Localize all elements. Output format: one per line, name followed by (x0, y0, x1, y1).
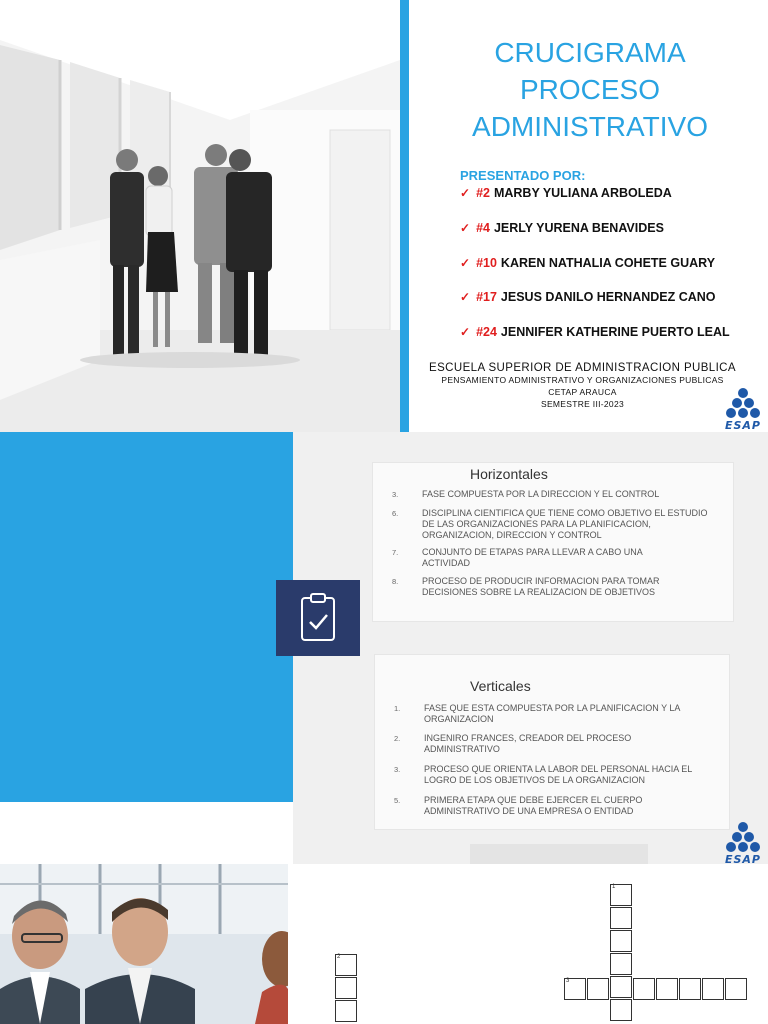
office-meeting-photo (0, 0, 400, 432)
clues-slide (0, 432, 768, 864)
member-name: JERLY YURENA BENAVIDES (493, 221, 664, 235)
school-info (420, 362, 745, 410)
clue-text: CONJUNTO DE ETAPAS PARA LLEVAR A CABO UNA ACTIVIDAD (422, 547, 643, 568)
member-item (460, 221, 664, 235)
clue-text: PROCESO DE PRODUCIR INFORMACION PARA TOMAR DECISIONES SOBRE LA REALIZACION DE OBJETIVOS (422, 576, 660, 597)
member-name: JENNIFER KATHERINE PUERTO LEAL (500, 325, 730, 339)
clipboard-check-icon (276, 580, 360, 656)
esap-logo (720, 388, 766, 432)
crossword-cell[interactable] (656, 978, 678, 1000)
program-name: PENSAMIENTO ADMINISTRATIVO Y ORGANIZACIONES PUBLICAS (441, 375, 724, 385)
clue-number: 8. (392, 577, 399, 586)
check-icon: ✓ (460, 325, 471, 339)
title-line: CRUCIGRAMA (494, 37, 686, 68)
clue-text: FASE QUE ESTA COMPUESTA POR LA PLANIFICACION Y LA ORGANIZACION (424, 703, 680, 724)
business-team-photo (0, 864, 288, 1024)
clue-text: PROCESO QUE ORIENTA LA LABOR DEL PERSONAL HACIA EL LOGRO DE LOS OBJETIVOS DE LA ORGANIZACION (424, 764, 692, 785)
cell-number: 2 (337, 954, 341, 960)
horizontal-clues-card (372, 462, 734, 622)
crossword-cell[interactable] (702, 978, 724, 1000)
member-item (460, 290, 716, 304)
clue-number: 2. (394, 734, 401, 743)
member-number: #24 (476, 325, 497, 339)
semester: SEMESTRE III-2023 (540, 399, 625, 409)
footer-strip (470, 844, 648, 864)
clue-text: FASE COMPUESTA POR LA DIRECCION Y EL CONTROL (422, 489, 660, 499)
member-number: #17 (476, 290, 497, 304)
member-number: #10 (476, 256, 497, 270)
icon-box (276, 580, 360, 656)
clue-number: 6. (392, 509, 399, 518)
cell-number: 1 (612, 884, 616, 890)
title-line: ADMINISTRATIVO (472, 111, 708, 142)
crossword-cell[interactable] (610, 884, 632, 906)
member-item (460, 256, 715, 270)
clue-number: 7. (392, 548, 399, 557)
crossword-cell[interactable] (564, 978, 586, 1000)
clue-number: 3. (394, 765, 401, 774)
logo-text: ESAP (724, 419, 761, 432)
location: CETAP ARAUCA (548, 387, 617, 397)
page-title (430, 34, 750, 145)
blue-panel (0, 432, 293, 802)
esap-logo (720, 822, 766, 864)
crossword-cell[interactable] (679, 978, 701, 1000)
member-item (460, 186, 672, 200)
clue-text: DISCIPLINA CIENTIFICA QUE TIENE COMO OBJETIVO EL ESTUDIO DE LAS ORGANIZACIONES PARA LA PLANIFICACION, ORGANIZACION, DIRECCION Y CONTROL (422, 508, 708, 540)
clue-text: INGENIRO FRANCES, CREADOR DEL PROCESO ADMINISTRATIVO (424, 733, 632, 754)
crossword-cell[interactable] (335, 1000, 357, 1022)
check-icon: ✓ (460, 186, 471, 200)
crossword-cell[interactable] (725, 978, 747, 1000)
check-icon: ✓ (460, 221, 471, 235)
crossword-cell[interactable] (610, 976, 632, 998)
cell-number: 3 (566, 978, 570, 984)
clue-number: 3. (392, 490, 399, 499)
crossword-cell[interactable] (610, 907, 632, 929)
crossword-slide (0, 864, 768, 1024)
check-icon: ✓ (460, 290, 471, 304)
crossword-cell[interactable] (633, 978, 655, 1000)
crossword-cell[interactable] (587, 978, 609, 1000)
horizontal-header: Horizontales (470, 466, 548, 482)
member-name: JESUS DANILO HERNANDEZ CANO (500, 290, 716, 304)
crossword-cell[interactable] (610, 930, 632, 952)
clue-number: 5. (394, 796, 401, 805)
check-icon: ✓ (460, 256, 471, 270)
member-name: KAREN NATHALIA COHETE GUARY (500, 256, 716, 270)
crossword-cell[interactable] (335, 954, 357, 976)
crossword-cell[interactable] (610, 999, 632, 1021)
crossword-cell[interactable] (335, 977, 357, 999)
member-name: MARBY YULIANA ARBOLEDA (493, 186, 672, 200)
cover-slide (0, 0, 768, 432)
crossword-cell[interactable] (610, 953, 632, 975)
logo-text: ESAP (724, 853, 761, 864)
member-item (460, 325, 730, 339)
accent-bar (400, 0, 409, 432)
clue-text: PRIMERA ETAPA QUE DEBE EJERCER EL CUERPO ADMINISTRATIVO DE UNA EMPRESA O ENTIDAD (424, 795, 643, 816)
vertical-header: Verticales (470, 678, 531, 694)
title-line: PROCESO (519, 74, 661, 105)
presented-by-label: PRESENTADO POR: (460, 168, 586, 183)
member-number: #4 (476, 221, 490, 235)
clue-number: 1. (394, 704, 401, 713)
school-name: ESCUELA SUPERIOR DE ADMINISTRACION PUBLICA (429, 362, 736, 374)
member-number: #2 (476, 186, 490, 200)
